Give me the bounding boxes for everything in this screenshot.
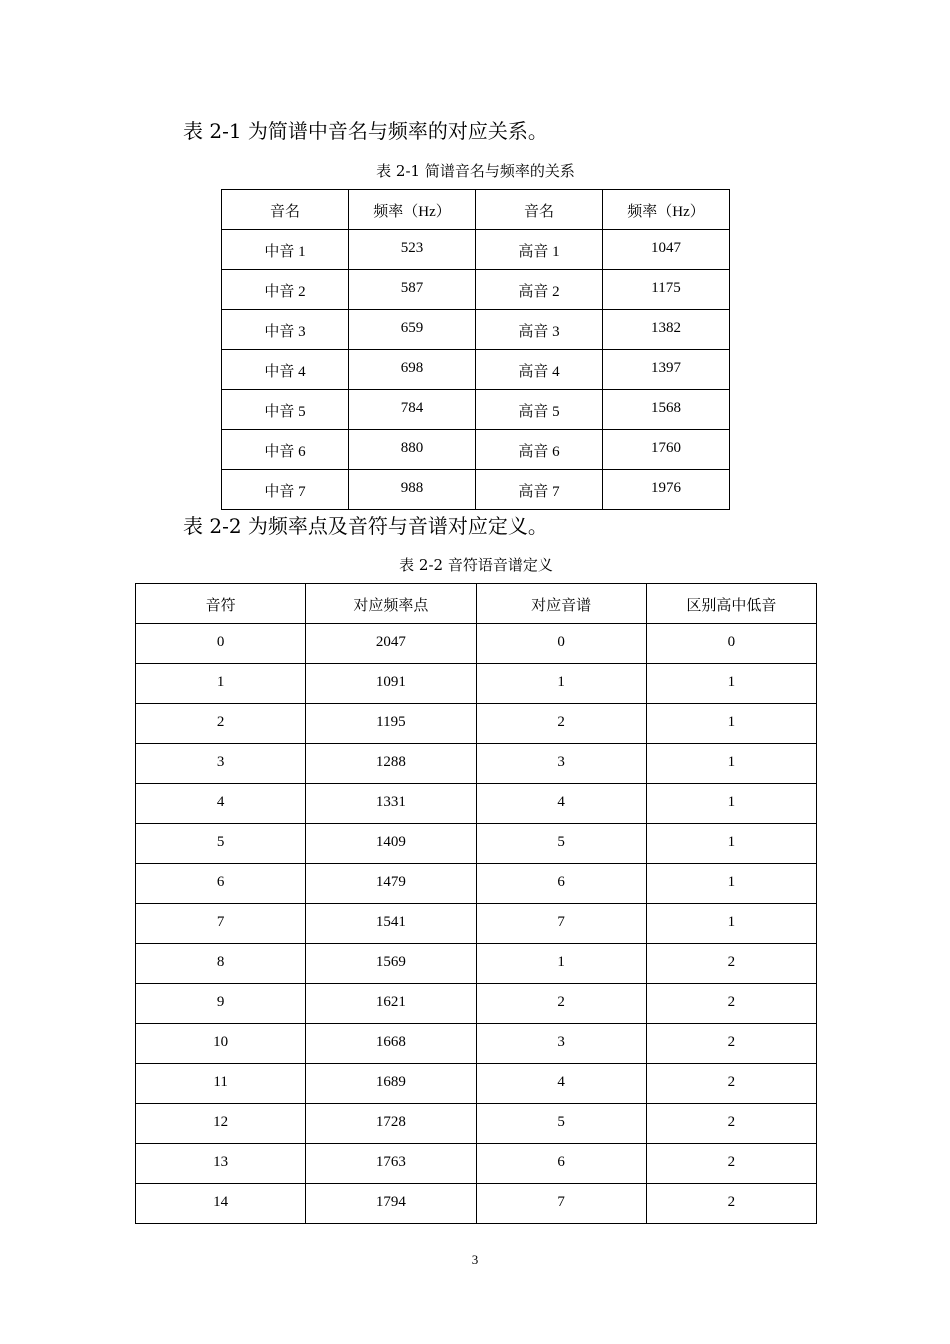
table-header-cell: 频率（Hz） bbox=[603, 190, 730, 230]
table-row bbox=[222, 230, 730, 270]
table-cell: 1382 bbox=[603, 310, 730, 350]
table-cell: 0 bbox=[646, 624, 816, 664]
table-cell: 5 bbox=[476, 1104, 646, 1144]
table-cell: 中音 3 bbox=[222, 310, 349, 350]
table-cell: 1569 bbox=[306, 944, 476, 984]
table-row bbox=[136, 784, 817, 824]
table-cell: 5 bbox=[476, 824, 646, 864]
table-cell: 1621 bbox=[306, 984, 476, 1024]
table-row bbox=[136, 1064, 817, 1104]
table-cell: 高音 5 bbox=[476, 390, 603, 430]
table-row bbox=[136, 1144, 817, 1184]
table-cell: 1 bbox=[136, 664, 306, 704]
table-cell: 中音 6 bbox=[222, 430, 349, 470]
table-cell: 1 bbox=[646, 664, 816, 704]
table-cell: 9 bbox=[136, 984, 306, 1024]
table-cell: 8 bbox=[136, 944, 306, 984]
table-cell: 784 bbox=[349, 390, 476, 430]
note-definition-table bbox=[135, 583, 817, 1224]
table-row bbox=[136, 1184, 817, 1224]
table-cell: 1568 bbox=[603, 390, 730, 430]
table-cell: 14 bbox=[136, 1184, 306, 1224]
table-row bbox=[222, 470, 730, 510]
table-cell: 10 bbox=[136, 1024, 306, 1064]
table-header-cell: 音名 bbox=[476, 190, 603, 230]
table-cell: 2 bbox=[476, 984, 646, 1024]
table-cell: 高音 1 bbox=[476, 230, 603, 270]
table-cell: 1 bbox=[646, 824, 816, 864]
table-row bbox=[136, 944, 817, 984]
table-cell: 1 bbox=[476, 944, 646, 984]
table-row bbox=[136, 984, 817, 1024]
table-cell: 2 bbox=[646, 984, 816, 1024]
table-cell: 698 bbox=[349, 350, 476, 390]
table-cell: 1397 bbox=[603, 350, 730, 390]
table-header-cell: 对应频率点 bbox=[306, 584, 476, 624]
table-cell: 1794 bbox=[306, 1184, 476, 1224]
table-cell: 1 bbox=[646, 744, 816, 784]
table-cell: 2 bbox=[646, 944, 816, 984]
table-cell: 1195 bbox=[306, 704, 476, 744]
table1-caption: 表 2-1 简谱音名与频率的关系 bbox=[376, 162, 575, 180]
table-row bbox=[222, 390, 730, 430]
table-cell: 1689 bbox=[306, 1064, 476, 1104]
table-cell: 2 bbox=[646, 1064, 816, 1104]
table-cell: 中音 7 bbox=[222, 470, 349, 510]
table-cell: 7 bbox=[476, 1184, 646, 1224]
table-cell: 2047 bbox=[306, 624, 476, 664]
table-cell: 7 bbox=[136, 904, 306, 944]
table-cell: 1 bbox=[476, 664, 646, 704]
note-frequency-table bbox=[221, 189, 730, 510]
table-cell: 2 bbox=[476, 704, 646, 744]
table-cell: 2 bbox=[136, 704, 306, 744]
table-cell: 6 bbox=[476, 864, 646, 904]
table-row bbox=[222, 310, 730, 350]
table-row bbox=[136, 664, 817, 704]
table-row bbox=[136, 1104, 817, 1144]
table-header-cell: 对应音谱 bbox=[476, 584, 646, 624]
table-cell: 高音 7 bbox=[476, 470, 603, 510]
intro-paragraph-1: 表 2-1 为简谱中音名与频率的对应关系。 bbox=[183, 119, 548, 143]
page-number: 3 bbox=[471, 1252, 479, 1267]
table-header-cell: 音名 bbox=[222, 190, 349, 230]
table-cell: 6 bbox=[136, 864, 306, 904]
table-cell: 4 bbox=[476, 1064, 646, 1104]
table-cell: 1479 bbox=[306, 864, 476, 904]
table-cell: 中音 5 bbox=[222, 390, 349, 430]
table-cell: 587 bbox=[349, 270, 476, 310]
table-header-cell: 音符 bbox=[136, 584, 306, 624]
table-cell: 4 bbox=[476, 784, 646, 824]
table-cell: 高音 6 bbox=[476, 430, 603, 470]
table-cell: 7 bbox=[476, 904, 646, 944]
table-cell: 1 bbox=[646, 784, 816, 824]
table-cell: 高音 2 bbox=[476, 270, 603, 310]
table-cell: 3 bbox=[136, 744, 306, 784]
intro-paragraph-2: 表 2-2 为频率点及音符与音谱对应定义。 bbox=[183, 514, 548, 538]
table-cell: 1760 bbox=[603, 430, 730, 470]
table-row bbox=[136, 1024, 817, 1064]
table-cell: 6 bbox=[476, 1144, 646, 1184]
table-cell: 0 bbox=[476, 624, 646, 664]
table-cell: 2 bbox=[646, 1104, 816, 1144]
table-cell: 1728 bbox=[306, 1104, 476, 1144]
table-header-row bbox=[222, 190, 730, 230]
table-cell: 中音 2 bbox=[222, 270, 349, 310]
table-cell: 1331 bbox=[306, 784, 476, 824]
table-cell: 3 bbox=[476, 744, 646, 784]
table-cell: 2 bbox=[646, 1184, 816, 1224]
table-row bbox=[136, 744, 817, 784]
table-cell: 3 bbox=[476, 1024, 646, 1064]
table-cell: 2 bbox=[646, 1024, 816, 1064]
table-cell: 1409 bbox=[306, 824, 476, 864]
table-row bbox=[222, 350, 730, 390]
table-cell: 4 bbox=[136, 784, 306, 824]
table-cell: 11 bbox=[136, 1064, 306, 1104]
table-header-cell: 频率（Hz） bbox=[349, 190, 476, 230]
table-row bbox=[136, 824, 817, 864]
table-cell: 1976 bbox=[603, 470, 730, 510]
table-cell: 880 bbox=[349, 430, 476, 470]
table-cell: 5 bbox=[136, 824, 306, 864]
table-row bbox=[222, 270, 730, 310]
table-cell: 1288 bbox=[306, 744, 476, 784]
table-cell: 988 bbox=[349, 470, 476, 510]
table-cell: 1 bbox=[646, 904, 816, 944]
table-cell: 1541 bbox=[306, 904, 476, 944]
table-cell: 高音 4 bbox=[476, 350, 603, 390]
table-row bbox=[222, 430, 730, 470]
table-cell: 2 bbox=[646, 1144, 816, 1184]
table-header-cell: 区别高中低音 bbox=[646, 584, 816, 624]
table-cell: 高音 3 bbox=[476, 310, 603, 350]
table-row bbox=[136, 624, 817, 664]
table-cell: 1047 bbox=[603, 230, 730, 270]
table-cell: 1175 bbox=[603, 270, 730, 310]
table-cell: 1091 bbox=[306, 664, 476, 704]
table-cell: 1763 bbox=[306, 1144, 476, 1184]
table-cell: 659 bbox=[349, 310, 476, 350]
table-row bbox=[136, 704, 817, 744]
table-cell: 13 bbox=[136, 1144, 306, 1184]
table-cell: 1668 bbox=[306, 1024, 476, 1064]
table-cell: 中音 1 bbox=[222, 230, 349, 270]
table2-caption: 表 2-2 音符语音谱定义 bbox=[399, 556, 553, 574]
table-cell: 12 bbox=[136, 1104, 306, 1144]
table-row bbox=[136, 904, 817, 944]
table-cell: 1 bbox=[646, 704, 816, 744]
table-cell: 0 bbox=[136, 624, 306, 664]
table-cell: 中音 4 bbox=[222, 350, 349, 390]
table-header-row bbox=[136, 584, 817, 624]
table-cell: 1 bbox=[646, 864, 816, 904]
table-row bbox=[136, 864, 817, 904]
table-cell: 523 bbox=[349, 230, 476, 270]
